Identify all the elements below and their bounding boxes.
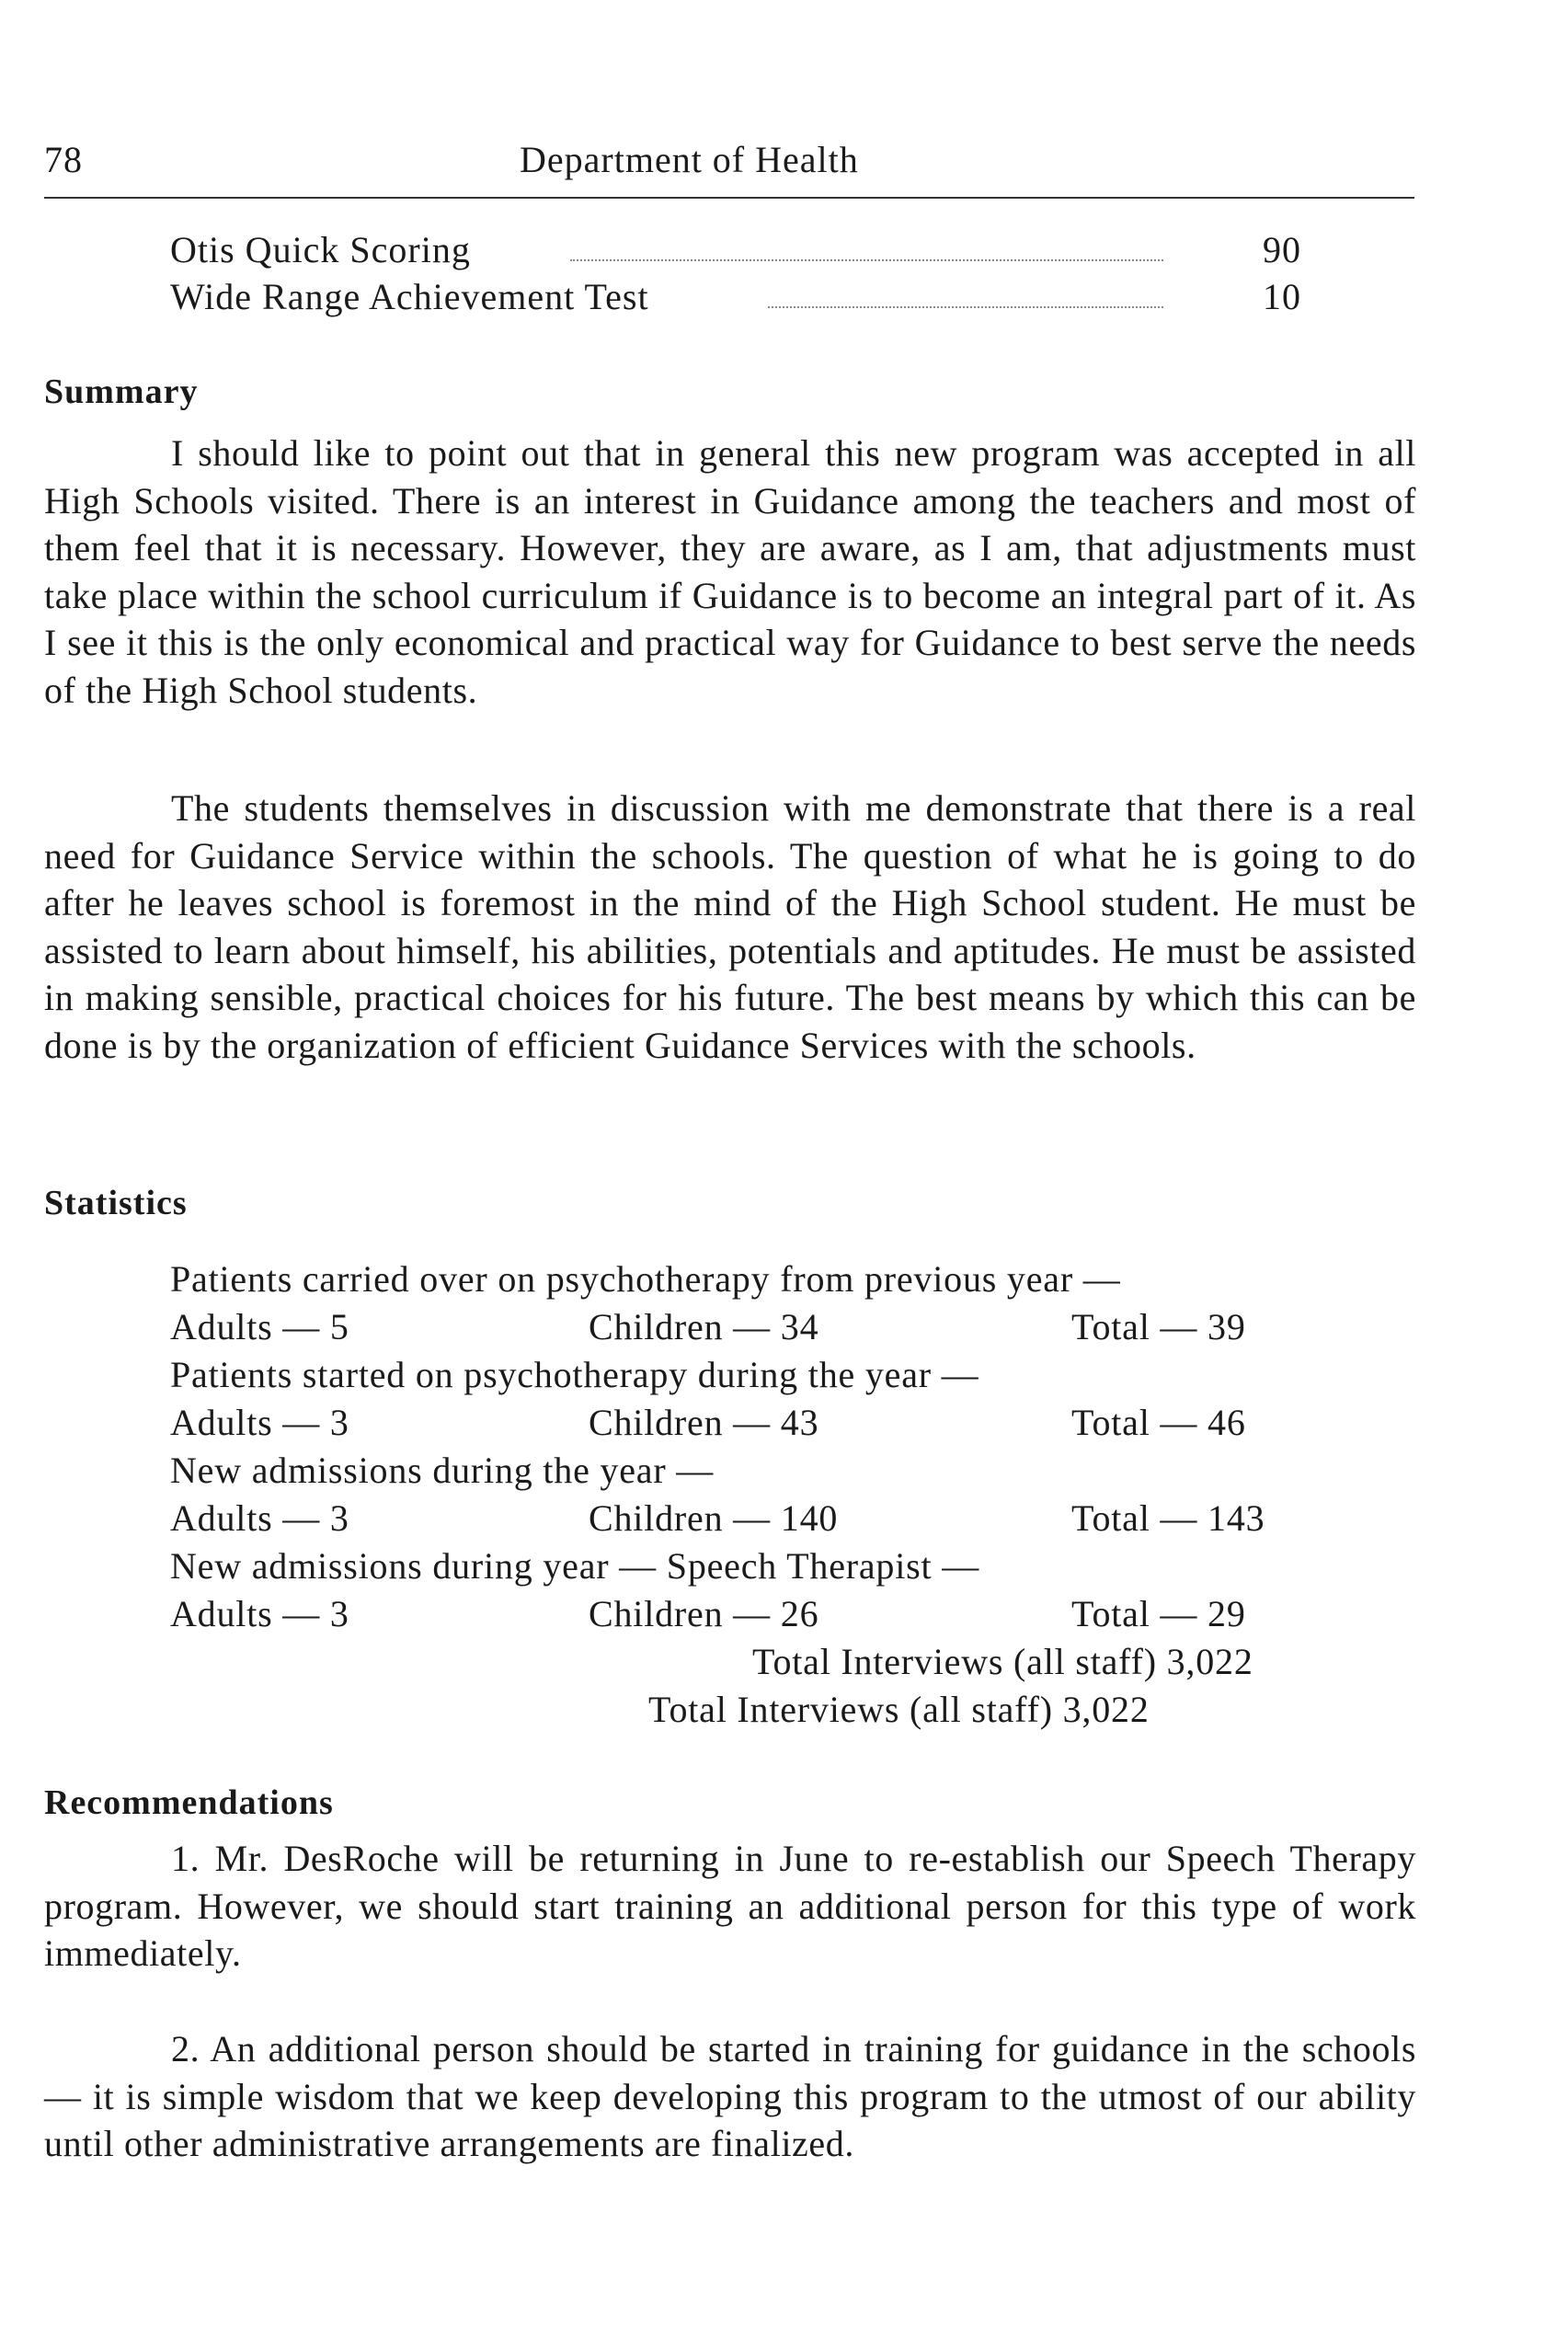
- stat-description: Patients started on psychotherapy during the year —: [170, 1354, 979, 1395]
- stat-adults: Adults — 3: [170, 1402, 349, 1443]
- stat-adults: Adults — 3: [170, 1593, 349, 1634]
- stat-adults: Adults — 5: [170, 1306, 349, 1347]
- summary-paragraph: I should like to point out that in general this new program was accepted in all High Schools visited. There is an interest in Guidance among the teachers and most of them feel that it is necessary. However, they are aware, as I am, that adjustments must take place within the school curriculum if Guidance is to become an integral part of it. As I see it this is the only economical and practical way for Guidance to best serve the needs of the High School students.: [44, 432, 1416, 711]
- stat-row: [170, 1303, 1421, 1351]
- running-head: Department of Health: [520, 139, 859, 180]
- stat-total: Total — 39: [1071, 1306, 1246, 1347]
- summary-paragraph: The students themselves in discussion with me demonstrate that there is a real need for Guidance Service within the schools. The question of what he is going to do after he leaves school is foremost in the mind of the High School student. He must be assisted to learn about himself, his abilities, potentials and aptitudes. He must be assisted in making sensible, practical choices for his future. The best means by which this can be done is by the organization of efficient Guidance Services with the schools.: [44, 787, 1416, 1066]
- test-name: Wide Range Achievement Test: [170, 276, 649, 317]
- stat-total: Total — 29: [1071, 1593, 1246, 1634]
- stat-description: New admissions during year — Speech Therapist —: [170, 1545, 980, 1587]
- recommendations-heading: Recommendations: [44, 1783, 334, 1822]
- recommendation-item: 2. An additional person should be started in training for guidance in the schools — it is simple wisdom that we keep developing this program to the utmost of our ability until other administrative arrangements are finalized.: [44, 2028, 1416, 2164]
- page-number: 78: [44, 139, 83, 180]
- stat-total: Total — 46: [1071, 1402, 1246, 1443]
- test-name: Otis Quick Scoring: [170, 229, 471, 270]
- stat-row: [170, 1590, 1421, 1638]
- stat-children: Children — 140: [589, 1497, 839, 1539]
- stat-description: Patients carried over on psychotherapy from previous year —: [170, 1258, 1121, 1300]
- stat-row: [170, 1399, 1421, 1447]
- stat-children: Children — 26: [589, 1593, 819, 1634]
- total-interviews-line: Total Interviews (all staff) 3,022: [648, 1689, 1150, 1730]
- stat-children: Children — 34: [589, 1306, 819, 1347]
- stat-children: Children — 43: [589, 1402, 819, 1443]
- stat-row: [170, 1495, 1421, 1542]
- statistics-block: [170, 1255, 1421, 1734]
- recommendation-item: 1. Mr. DesRoche will be returning in June to re-establish our Speech Therapy program. However, we should start training an additional person for this type of work immediately.: [44, 1838, 1416, 1974]
- dot-leader: [570, 259, 1163, 261]
- statistics-heading: Statistics: [44, 1184, 188, 1222]
- stat-adults: Adults — 3: [170, 1497, 349, 1539]
- total-interviews-line: Total Interviews (all staff) 3,022: [752, 1641, 1253, 1682]
- test-row: [170, 228, 1301, 274]
- dot-leader: [768, 306, 1163, 308]
- stat-description: New admissions during the year —: [170, 1450, 715, 1491]
- test-count: 10: [1263, 276, 1301, 317]
- test-row: [170, 275, 1301, 321]
- summary-heading: Summary: [44, 373, 199, 411]
- stat-total: Total — 143: [1071, 1497, 1265, 1539]
- header-rule: [44, 197, 1414, 199]
- test-count: 90: [1263, 229, 1301, 270]
